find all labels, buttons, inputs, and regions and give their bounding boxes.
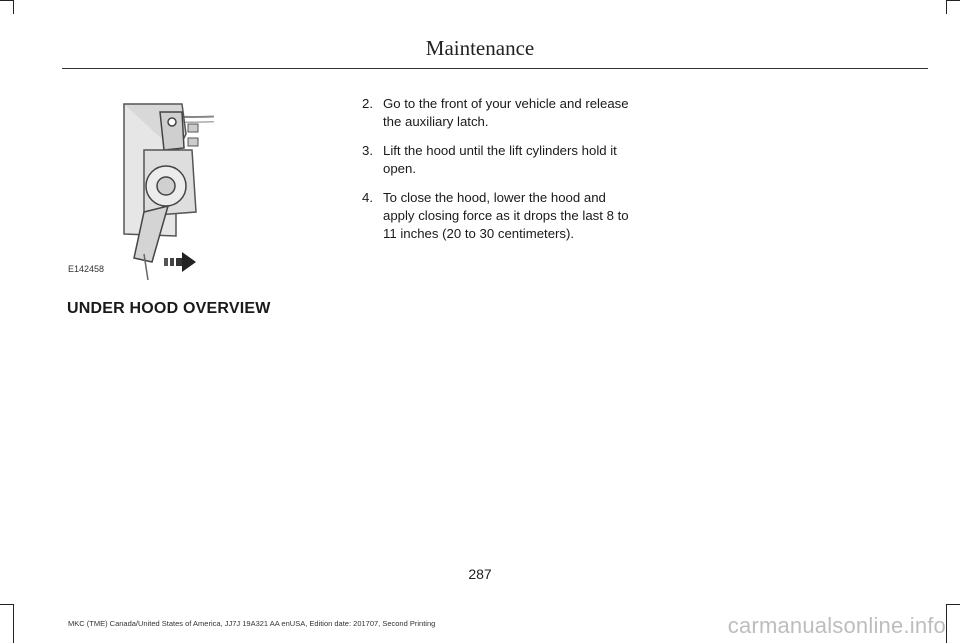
step-number: 2. — [362, 96, 373, 111]
crop-mark — [0, 0, 14, 1]
step-item — [362, 95, 640, 131]
crop-mark — [946, 0, 947, 14]
step-text: To close the hood, lower the hood and apply closing force as it drops the last 8 to 11 inches (20 to 30 centimeters). — [383, 190, 629, 241]
page-title: Maintenance — [425, 36, 535, 60]
crop-mark — [0, 604, 14, 605]
step-item — [362, 189, 640, 243]
section-heading: UNDER HOOD OVERVIEW — [67, 300, 271, 317]
step-list — [362, 95, 640, 254]
watermark: carmanualsonline.info — [727, 613, 946, 638]
page-number: 287 — [468, 566, 492, 582]
step-text: Lift the hood until the lift cylinders hold it open. — [383, 143, 617, 176]
header-divider — [62, 68, 928, 69]
step-item — [362, 142, 640, 178]
forward-arrow-icon — [160, 250, 200, 274]
figure-label: E142458 — [68, 264, 105, 274]
crop-mark — [13, 604, 14, 643]
crop-mark — [946, 604, 960, 605]
crop-mark — [946, 0, 960, 1]
crop-mark — [946, 604, 947, 643]
step-number: 4. — [362, 190, 373, 205]
footer-text: MKC (TME) Canada/United States of America, JJ7J 19A321 AA enUSA, Edition date: 201707, Second Printing — [68, 619, 436, 628]
step-number: 3. — [362, 143, 373, 158]
step-text: Go to the front of your vehicle and release the auxiliary latch. — [383, 96, 629, 129]
crop-mark — [13, 0, 14, 14]
